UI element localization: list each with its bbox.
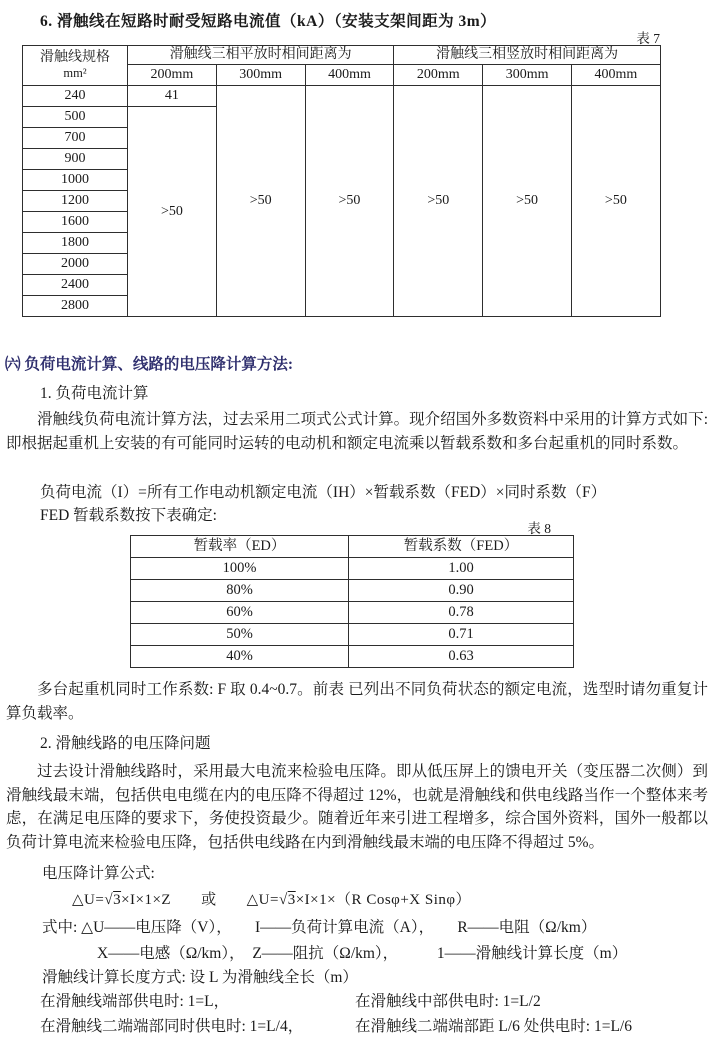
fed-table-note: FED 暂载系数按下表确定: bbox=[40, 507, 217, 524]
spec-cell: 1200 bbox=[23, 191, 128, 212]
duty-factor-table bbox=[130, 535, 574, 668]
spec-cell: 1800 bbox=[23, 233, 128, 254]
feed-case-middle: 在滑触线中部供电时: 1=L/2 bbox=[355, 993, 541, 1010]
paragraph-simultaneity-factor: 多台起重机同时工作系数: F 取 0.4~0.7。前表 已列出不同负荷状态的额定电流，选型时请勿重复计算负载率。 bbox=[6, 681, 708, 722]
table8-header-row bbox=[131, 536, 574, 558]
table7-header-row-1 bbox=[23, 46, 661, 65]
table7-subhead: 300mm bbox=[216, 65, 305, 86]
sqrt-sign: √ bbox=[104, 892, 114, 908]
table-row bbox=[131, 624, 574, 646]
fed-cell: 0.90 bbox=[349, 580, 574, 602]
short-circuit-current-table bbox=[22, 45, 661, 317]
formula-intro: 电压降计算公式: bbox=[42, 865, 155, 882]
spec-cell: 2800 bbox=[23, 296, 128, 317]
ed-cell: 100% bbox=[131, 558, 349, 580]
spec-cell: 900 bbox=[23, 149, 128, 170]
value-cell: 41 bbox=[128, 86, 217, 107]
table7-group-vertical: 滑触线三相竖放时相间距离为 bbox=[394, 46, 660, 65]
table-row bbox=[23, 86, 661, 107]
table-row bbox=[131, 580, 574, 602]
table7-group-flat: 滑触线三相平放时相间距离为 bbox=[128, 46, 394, 65]
fed-cell: 0.71 bbox=[349, 624, 574, 646]
table7-spec-header bbox=[23, 46, 128, 86]
table8-header-fed: 暂载系数（FED） bbox=[349, 536, 574, 558]
radicand: 3 bbox=[287, 892, 296, 908]
table-row bbox=[131, 602, 574, 624]
feed-case-end: 在滑触线端部供电时: 1=L， bbox=[40, 993, 230, 1010]
value-cell-merged: >50 bbox=[571, 86, 660, 317]
value-cell-merged: >50 bbox=[305, 86, 394, 317]
table7-label: 表 7 bbox=[636, 31, 660, 46]
section-title: 6. 滑触线在短路时耐受短路电流值（kA）（安装支架间距为 3m） bbox=[40, 13, 497, 30]
value-cell-merged: >50 bbox=[216, 86, 305, 317]
section6-heading: ㈥ 负荷电流计算、线路的电压降计算方法: bbox=[5, 356, 294, 373]
table7-subhead: 300mm bbox=[483, 65, 572, 86]
value-cell-merged: >50 bbox=[128, 107, 217, 317]
table7-subhead: 400mm bbox=[305, 65, 394, 86]
spec-cell: 500 bbox=[23, 107, 128, 128]
feed-case-l6-offset: 在滑触线二端端部距 L/6 处供电时: 1=L/6 bbox=[355, 1018, 632, 1035]
spec-cell: 2400 bbox=[23, 275, 128, 296]
spec-cell: 240 bbox=[23, 86, 128, 107]
radicand: 3 bbox=[113, 892, 122, 908]
fed-cell: 0.63 bbox=[349, 646, 574, 668]
fed-cell: 0.78 bbox=[349, 602, 574, 624]
subsection1-heading: 1. 负荷电流计算 bbox=[40, 385, 149, 402]
table-row bbox=[131, 558, 574, 580]
voltage-drop-formula bbox=[72, 888, 471, 909]
ed-cell: 40% bbox=[131, 646, 349, 668]
spec-cell: 700 bbox=[23, 128, 128, 149]
table8-header-ed: 暂载率（ED） bbox=[131, 536, 349, 558]
formula2-lhs: △U= bbox=[246, 892, 279, 908]
formula1-rest: ×I×1×Z bbox=[121, 892, 172, 908]
formula2-rest: ×I×1×（R Cosφ+X Sinφ） bbox=[295, 892, 472, 908]
table-row bbox=[131, 646, 574, 668]
ed-cell: 60% bbox=[131, 602, 349, 624]
spec-header-line1: 滑触线规格 bbox=[40, 49, 110, 65]
fed-cell: 1.00 bbox=[349, 558, 574, 580]
feed-case-both-ends: 在滑触线二端端部同时供电时: 1=L/4， bbox=[40, 1018, 304, 1035]
value-cell-merged: >50 bbox=[483, 86, 572, 317]
spec-header-line2: mm² bbox=[63, 66, 87, 81]
table7-subhead: 200mm bbox=[128, 65, 217, 86]
or-word: 或 bbox=[201, 892, 217, 908]
spec-cell: 1000 bbox=[23, 170, 128, 191]
ed-cell: 50% bbox=[131, 624, 349, 646]
spec-cell: 1600 bbox=[23, 212, 128, 233]
table8-label: 表 8 bbox=[527, 521, 551, 536]
subsection2-heading: 2. 滑触线路的电压降问题 bbox=[40, 735, 211, 752]
table7-subhead: 400mm bbox=[571, 65, 660, 86]
length-definition-note: 滑触线计算长度方式: 设 L 为滑触线全长（m） bbox=[42, 969, 358, 986]
spec-cell: 2000 bbox=[23, 254, 128, 275]
sqrt-sign: √ bbox=[278, 892, 288, 908]
formula1-lhs: △U= bbox=[72, 892, 105, 908]
formula-legend-line2: X——电感（Ω/km）， Z——阻抗（Ω/km）， 1——滑触线计算长度（m） bbox=[97, 945, 628, 962]
formula-legend-line1: 式中: △U——电压降（V）， I——负荷计算电流（A）， R——电阻（Ω/km） bbox=[42, 919, 597, 936]
paragraph-voltage-drop: 过去设计滑触线路时，采用最大电流来检验电压降。即从低压屏上的馈电开关（变压器二次侧）到滑触线最末端，包括供电电缆在内的电压降不得超过 12%，也就是滑触线和供电线路当作一个整体来考虑，在满足电压降的要求下，务使投资最少。随着近年来引进工程增多，综合国外资料，国外一般都以负荷计算电流来检验电压降，包括供电线路在内到滑触线最末端的电压降不得超过 5%。 bbox=[6, 763, 708, 851]
paragraph-load-current: 滑触线负荷电流计算方法，过去采用二项式公式计算。现介绍国外多数资料中采用的计算方式如下:即根据起重机上安装的有可能同时运转的电动机和额定电流乘以暂载系数和多台起重机的同时系数。 bbox=[6, 411, 708, 452]
value-cell-merged: >50 bbox=[394, 86, 483, 317]
table7-subhead: 200mm bbox=[394, 65, 483, 86]
ed-cell: 80% bbox=[131, 580, 349, 602]
load-current-formula: 负荷电流（I）=所有工作电动机额定电流（IH）×暂载系数（FED）×同时系数（F） bbox=[40, 484, 607, 501]
